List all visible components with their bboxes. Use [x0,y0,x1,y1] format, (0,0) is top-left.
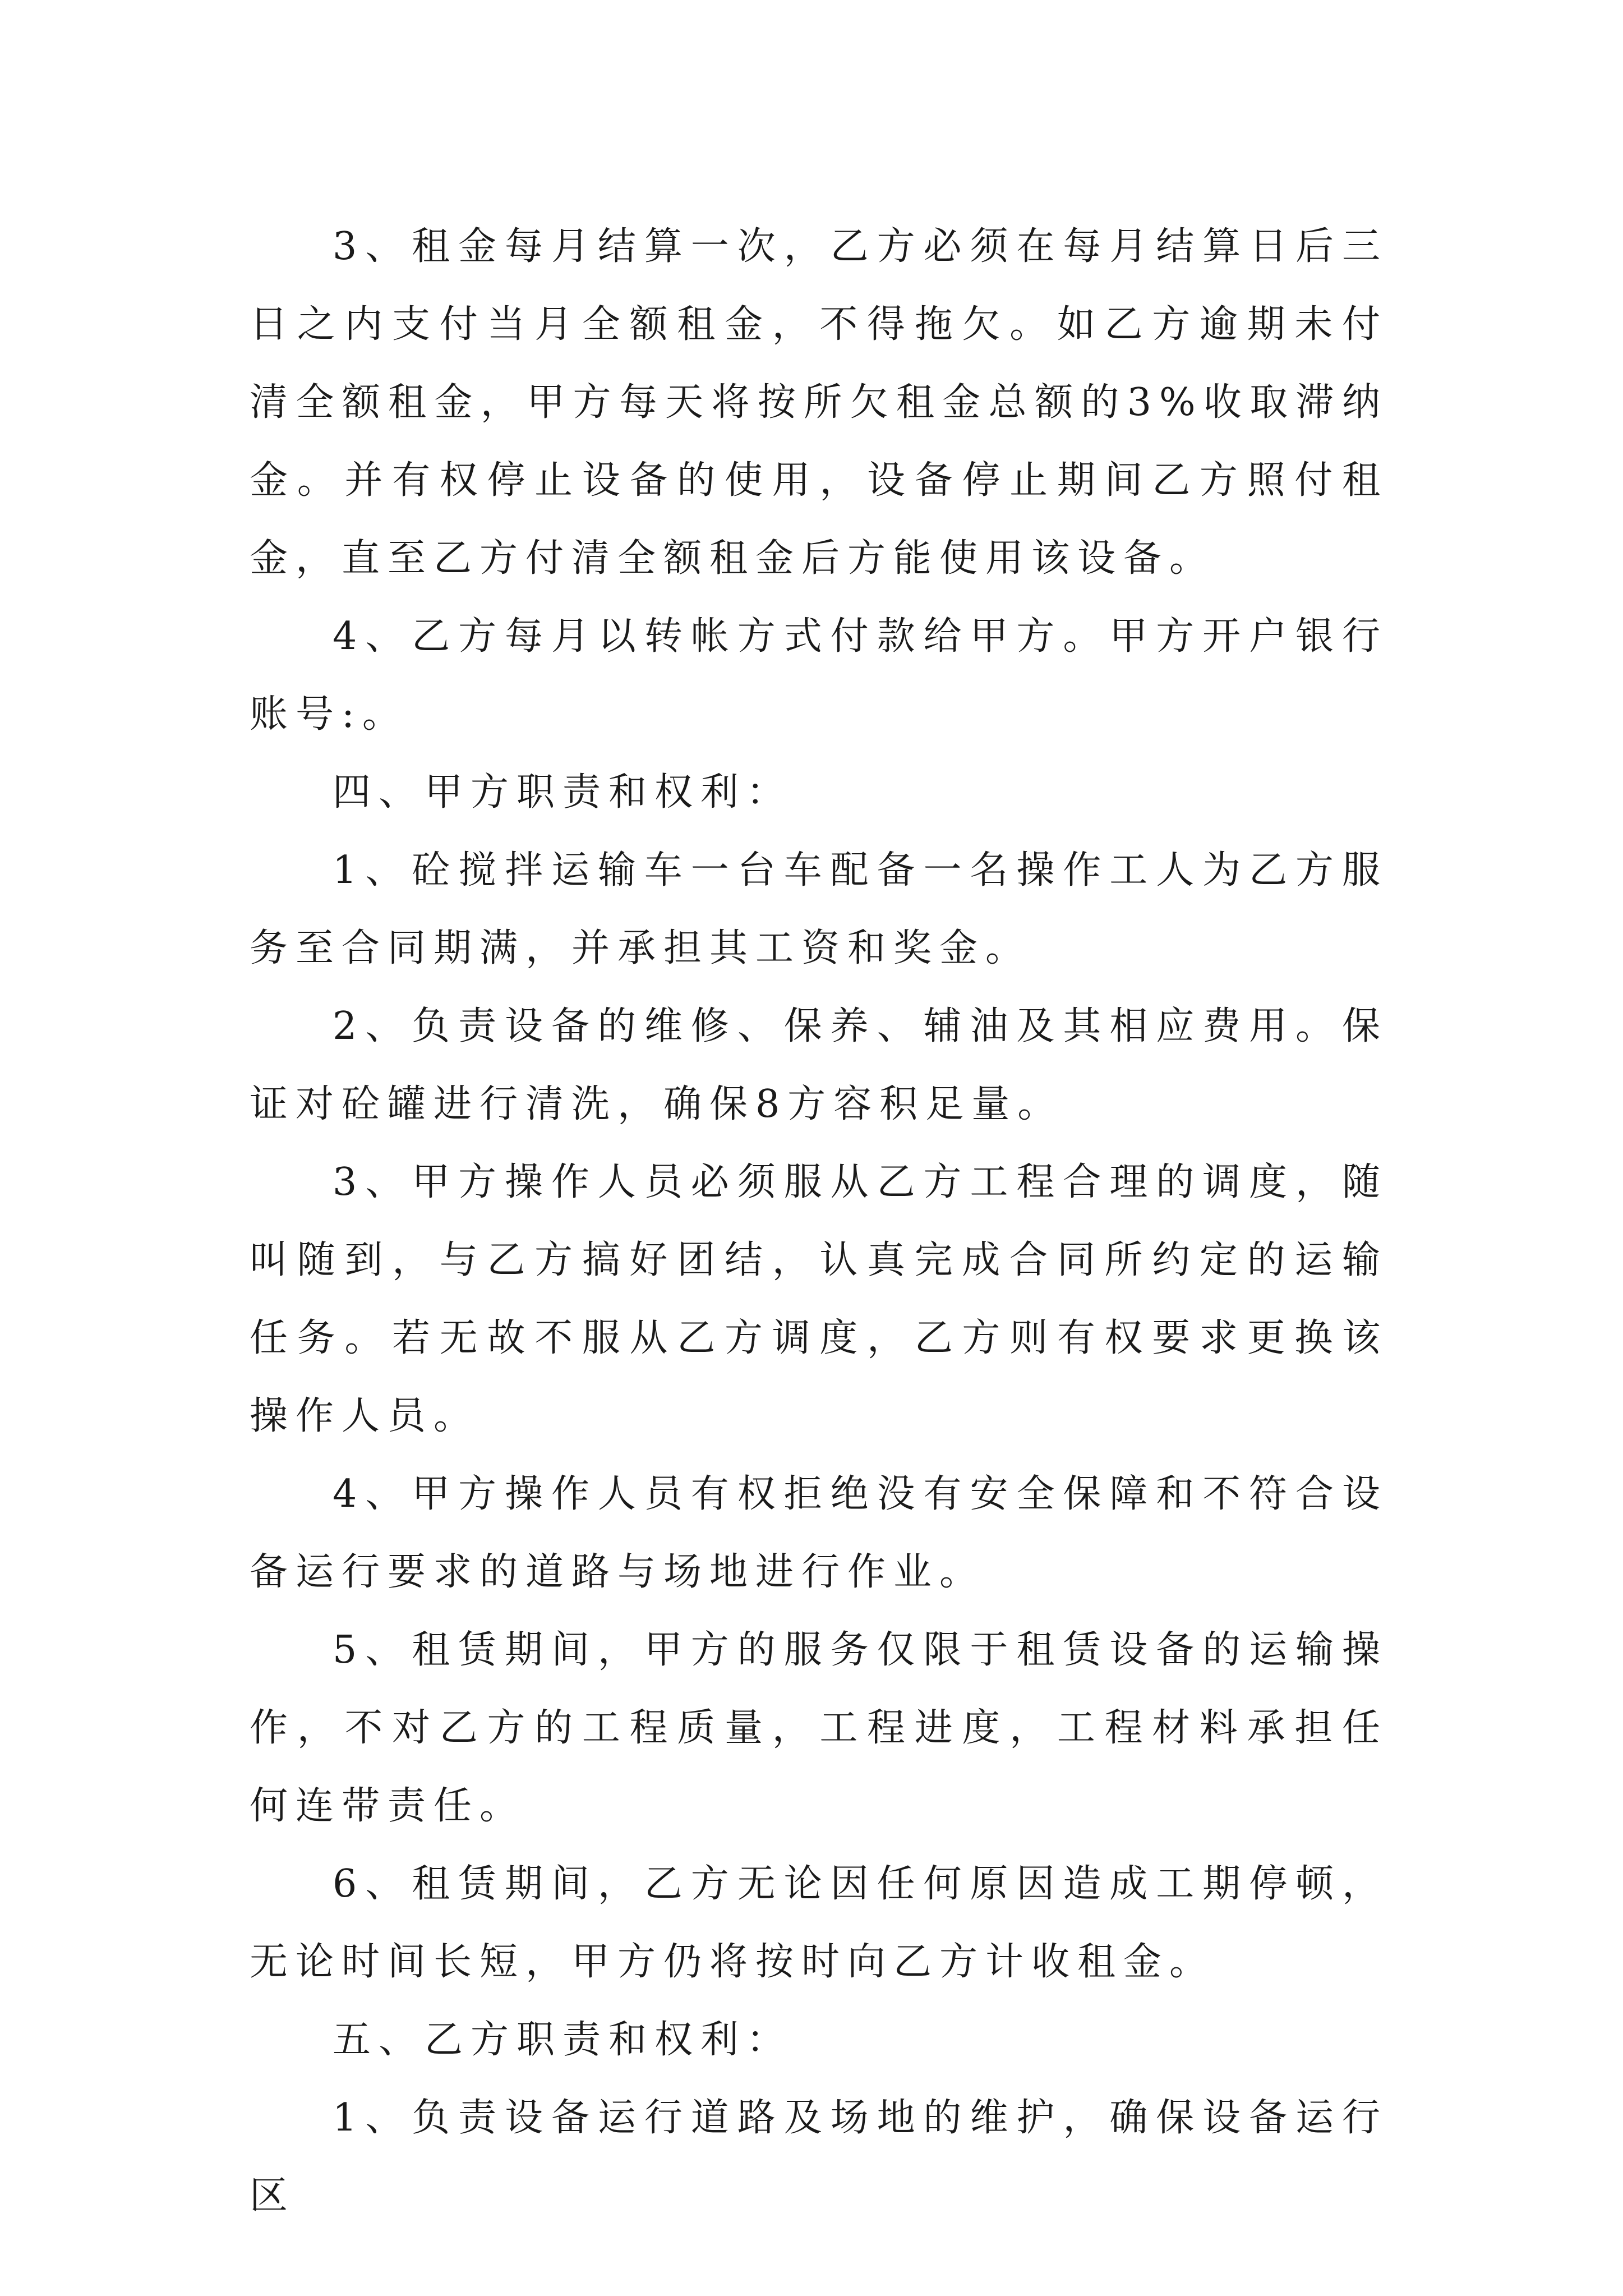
paragraph-party-a-2: 2、负责设备的维修、保养、辅油及其相应费用。保证对砼罐进行清洗，确保8方容积足量。 [250,1004,1388,1126]
paragraph-party-a-6: 6、租赁期间，乙方无论因任何原因造成工期停顿，无论时间长短，甲方仍将按时向乙方计收租金。 [250,1862,1388,1984]
paragraph-party-a-4: 4、甲方操作人员有权拒绝没有安全保障和不符合设备运行要求的道路与场地进行作业。 [250,1472,1388,1594]
paragraph-party-a-5: 5、租赁期间，甲方的服务仅限于租赁设备的运输操作，不对乙方的工程质量，工程进度，工程材料承担任何连带责任。 [250,1628,1388,1828]
document-body [250,208,1388,2235]
paragraph-rent-settlement: 3、租金每月结算一次，乙方必须在每月结算日后三日之内支付当月全额租金，不得拖欠。如乙方逾期未付清全额租金，甲方每天将按所欠租金总额的3%收取滞纳金。并有权停止设备的使用，设备停止期间乙方照付租金，直至乙方付清全额租金后方能使用该设备。 [250,224,1388,581]
paragraph-payment-method: 4、乙方每月以转帐方式付款给甲方。甲方开户银行账号:。 [250,614,1388,737]
paragraph-party-a-1: 1、砼搅拌运输车一台车配备一名操作工人为乙方服务至合同期满，并承担其工资和奖金。 [250,848,1388,970]
paragraph-party-b-1: 1、负责设备运行道路及场地的维护，确保设备运行区 [250,2096,1388,2218]
paragraph-party-a-3: 3、甲方操作人员必须服从乙方工程合理的调度，随叫随到，与乙方搞好团结，认真完成合同所约定的运输任务。若无故不服从乙方调度，乙方则有权要求更换该操作人员。 [250,1160,1388,1438]
section-heading-party-a: 四、甲方职责和权利： [333,770,793,815]
section-heading-party-b: 五、乙方职责和权利： [333,2018,793,2062]
